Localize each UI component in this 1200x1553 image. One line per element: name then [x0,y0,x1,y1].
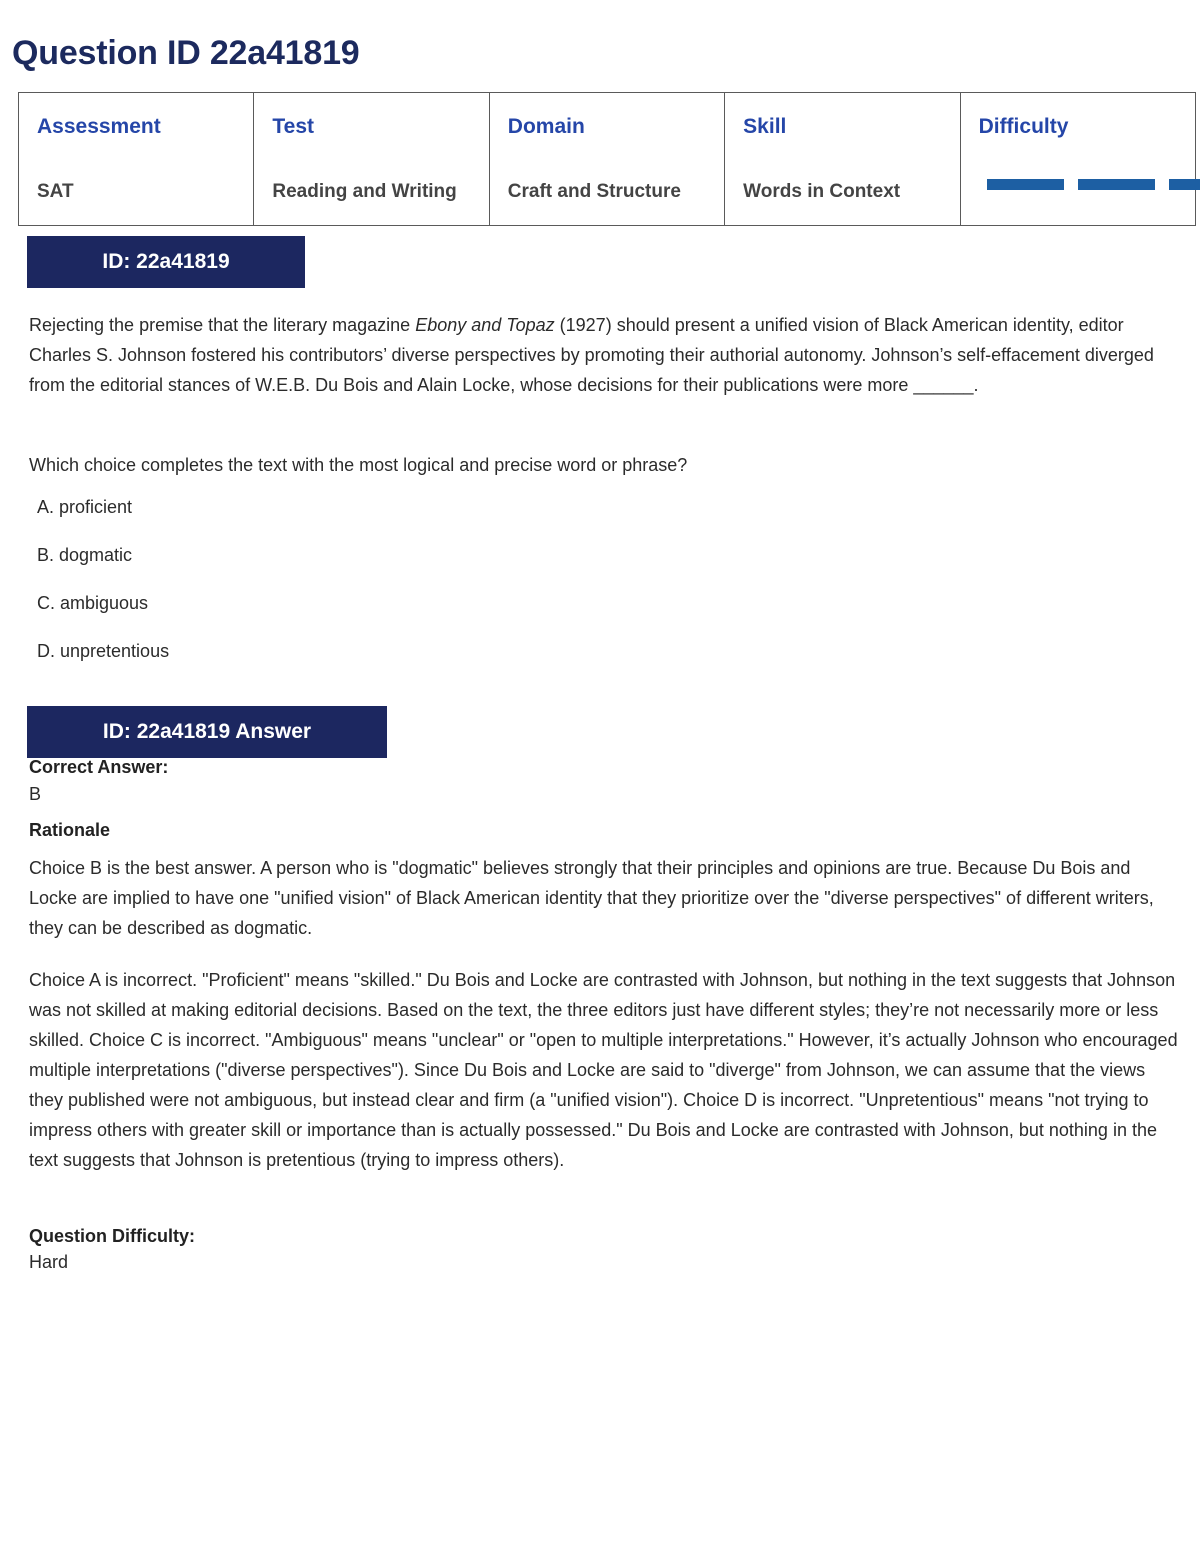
assessment-label: Assessment [37,115,161,138]
test-label: Test [272,115,315,138]
domain-cell [489,93,724,226]
question-id-banner: ID: 22a41819 [27,236,305,288]
difficulty-meter [987,179,1200,190]
skill-cell [725,93,960,226]
skill-label: Skill [743,115,787,138]
metadata-table [18,92,1196,226]
rationale-paragraph-2: Choice A is incorrect. "Proficient" means "skilled." Du Bois and Locke are contrasted with Johnson, but nothing in the text suggests that Johnson was not skilled at making editorial decisions. Based on the text, the three editors just have different styles; they’re not necessarily more or less skilled. Choice C is incorrect. "Ambiguous" means "unclear" or "open to multiple interpretations." However, it’s actually Johnson who encouraged multiple interpretations ("diverse perspectives"). Since Du Bois and Locke are said to "diverge" from Johnson, we can assume that the views they published were not ambiguous, but instead clear and firm (a "unified vision"). Choice D is incorrect. "Unpretentious" means "not trying to impress others with greater skill or importance than is actually possessed." Du Bois and Locke are contrasted with Johnson, but nothing in the text suggests that Johnson is pretentious (trying to impress others). [29,970,1178,1170]
difficulty-label: Difficulty [978,115,1069,138]
page-title: Question ID 22a41819 [12,34,360,72]
assessment-cell [19,93,254,226]
difficulty-bar [987,179,1064,190]
test-cell [254,93,489,226]
domain-value: Craft and Structure [507,181,681,202]
question-prompt: Which choice completes the text with the most logical and precise word or phrase? [29,455,688,475]
answer-id-banner: ID: 22a41819 Answer [27,706,387,758]
question-difficulty-value: Hard [29,1252,69,1272]
passage-text-after: (1927) should present a unified vision of Black American identity, editor Charles S. Johnson fostered his contributors’ diverse perspectives by promoting their authorial autonomy. Johnson’s self-effacement diverged from the editorial stances of W.E.B. Du Bois and Alain Locke, whose decisions for their publications were more ______. [29,315,1154,395]
question-passage [29,310,1179,400]
difficulty-bar [1078,179,1155,190]
test-value: Reading and Writing [272,181,457,202]
rationale-heading: Rationale [29,820,111,840]
difficulty-cell [960,93,1195,226]
passage-text-before: Rejecting the premise that the literary magazine [29,315,416,335]
answer-options [37,494,169,686]
domain-label: Domain [507,115,585,138]
correct-answer-label: Correct Answer: [29,757,169,777]
option-a[interactable]: A. proficient [37,497,133,517]
assessment-value: SAT [37,181,74,202]
question-difficulty-label: Question Difficulty: [29,1226,195,1246]
option-d[interactable]: D. unpretentious [37,641,170,661]
skill-value: Words in Context [743,181,901,202]
difficulty-bar [1169,179,1200,190]
correct-answer-value: B [29,784,42,804]
rationale-paragraph-1: Choice B is the best answer. A person who is "dogmatic" believes strongly that their principles and opinions are true. Because Du Bois and Locke are implied to have one "unified vision" of Black American identity that they prioritize over the "diverse perspectives" of different writers, they can be described as dogmatic. [29,858,1154,938]
passage-magazine-title: Ebony and Topaz [415,315,555,335]
option-b[interactable]: B. dogmatic [37,545,133,565]
option-c[interactable]: C. ambiguous [37,593,149,613]
